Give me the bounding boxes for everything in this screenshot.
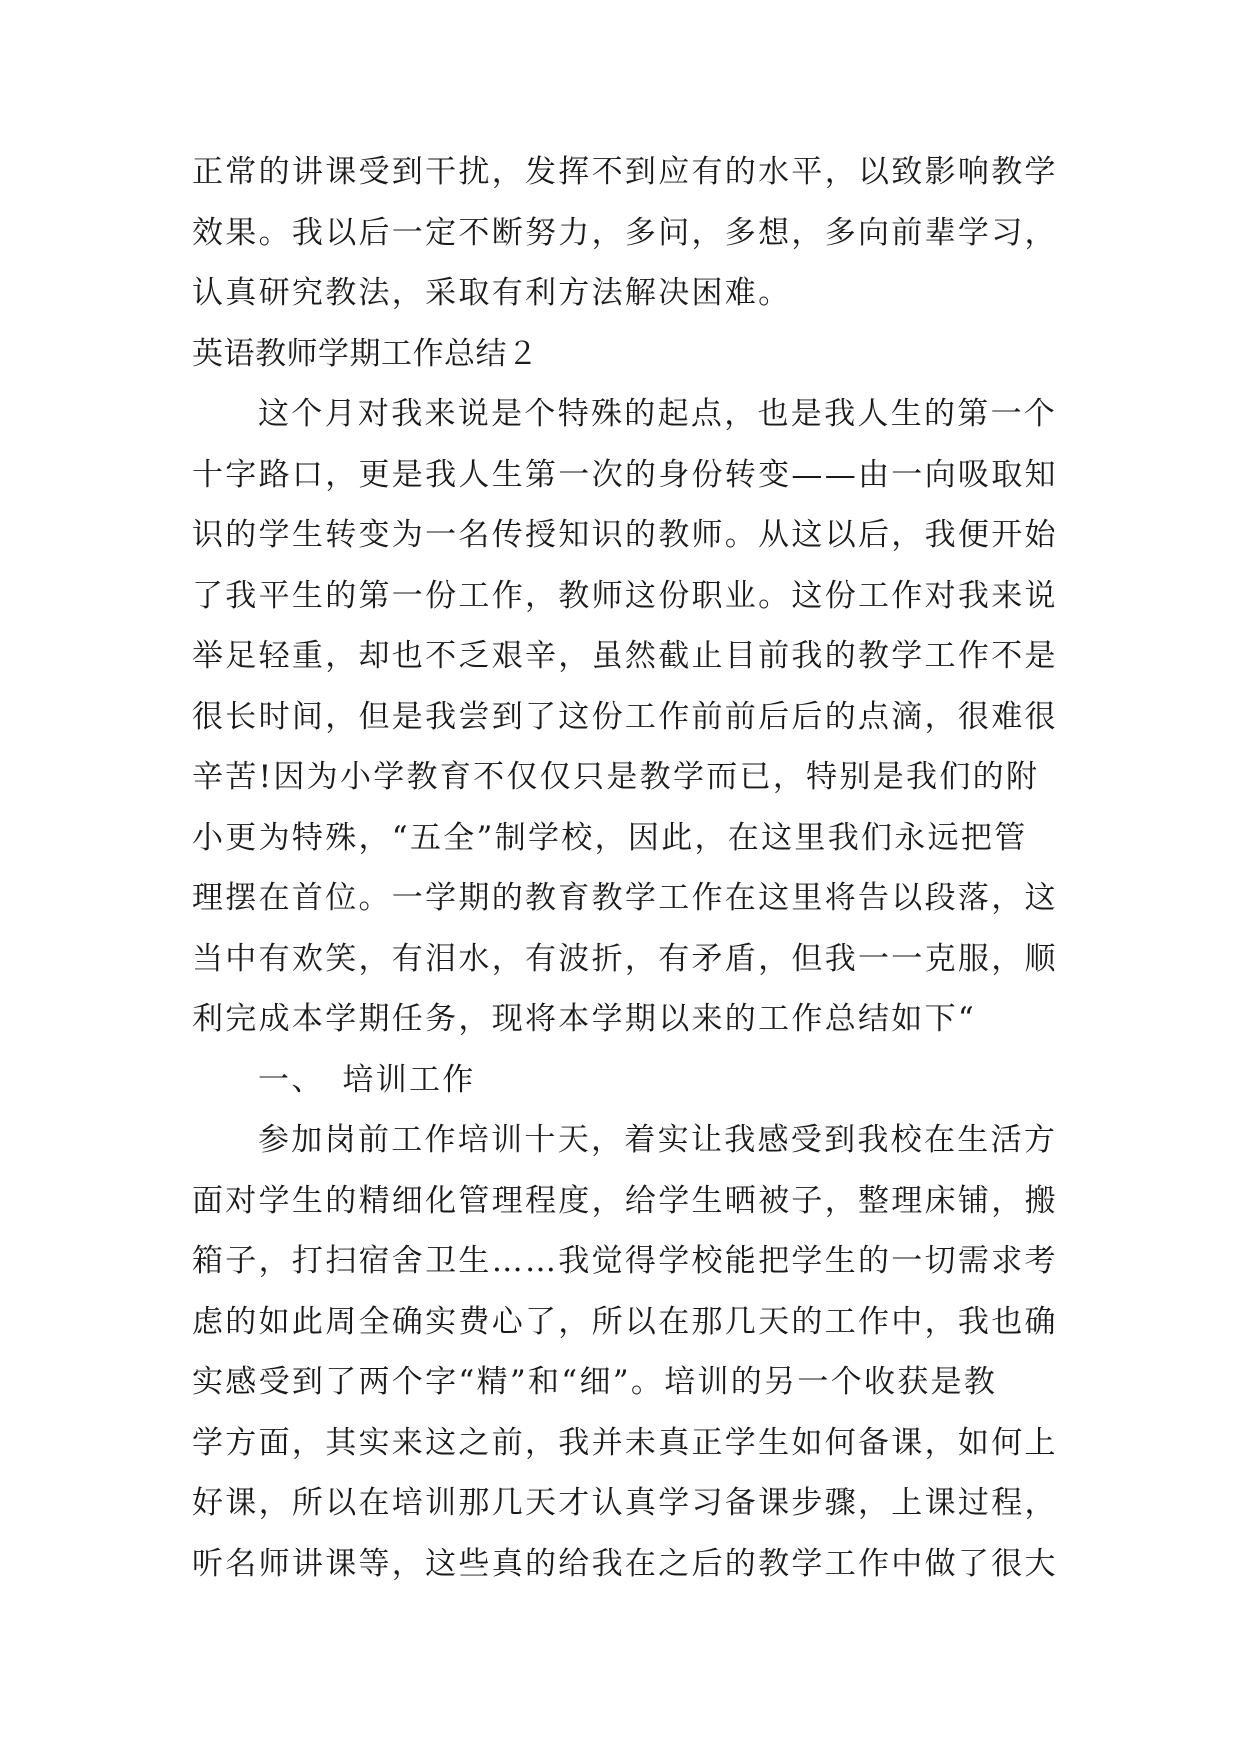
text-line: 学方面，其实来这之前，我并未真正学生如何备课，如何上	[192, 1425, 1058, 1461]
text-line: 正常的讲课受到干扰，发挥不到应有的水平，以致影响教学	[192, 154, 1058, 190]
text-line: 理摆在首位。一学期的教育教学工作在这里将告以段落，这	[192, 880, 1058, 916]
text-line: 利完成本学期任务，现将本学期以来的工作总结如下“	[192, 1001, 977, 1037]
paragraph-first-line: 这个月对我来说是个特殊的起点，也是我人生的第一个	[258, 396, 1058, 432]
text-line: 认真研究教法，采取有利方法解决困难。	[192, 275, 792, 311]
text-line: 十字路口，更是我人生第一次的身份转变——由一向吸取知	[192, 457, 1058, 493]
text-line: 当中有欢笑，有泪水，有波折，有矛盾，但我一一克服，顺	[192, 941, 1058, 977]
text-line: 听名师讲课等，这些真的给我在之后的教学工作中做了很大	[192, 1546, 1058, 1582]
section-title: 英语教师学期工作总结２	[192, 336, 539, 372]
paragraph-first-line: 参加岗前工作培训十天，着实让我感受到我校在生活方	[258, 1122, 1058, 1158]
text-line: 很长时间，但是我尝到了这份工作前前后后的点滴，很难很	[192, 699, 1058, 735]
text-line: 面对学生的精细化管理程度，给学生晒被子，整理床铺，搬	[192, 1183, 1058, 1219]
text-line: 好课，所以在培训那几天才认真学习备课步骤，上课过程，	[192, 1485, 1058, 1521]
text-line: 箱子，打扫宿舍卫生……我觉得学校能把学生的一切需求考	[192, 1243, 1058, 1279]
text-line: 小更为特殊，“五全”制学校，因此，在这里我们永远把管	[192, 820, 1028, 856]
text-line: 了我平生的第一份工作，教师这份职业。这份工作对我来说	[192, 578, 1058, 614]
text-line: 辛苦!因为小学教育不仅仅只是教学而已，特别是我们的附	[192, 759, 1040, 795]
subsection-heading: 一、 培训工作	[258, 1062, 476, 1098]
text-line: 实感受到了两个字“精”和“细”。培训的另一个收获是教	[192, 1364, 998, 1400]
text-line: 效果。我以后一定不断努力，多问，多想，多向前辈学习，	[192, 215, 1058, 251]
text-line: 识的学生转变为一名传授知识的教师。从这以后，我便开始	[192, 517, 1058, 553]
text-line: 举足轻重，却也不乏艰辛，虽然截止目前我的教学工作不是	[192, 638, 1058, 674]
text-line: 虑的如此周全确实费心了，所以在那几天的工作中，我也确	[192, 1304, 1058, 1340]
